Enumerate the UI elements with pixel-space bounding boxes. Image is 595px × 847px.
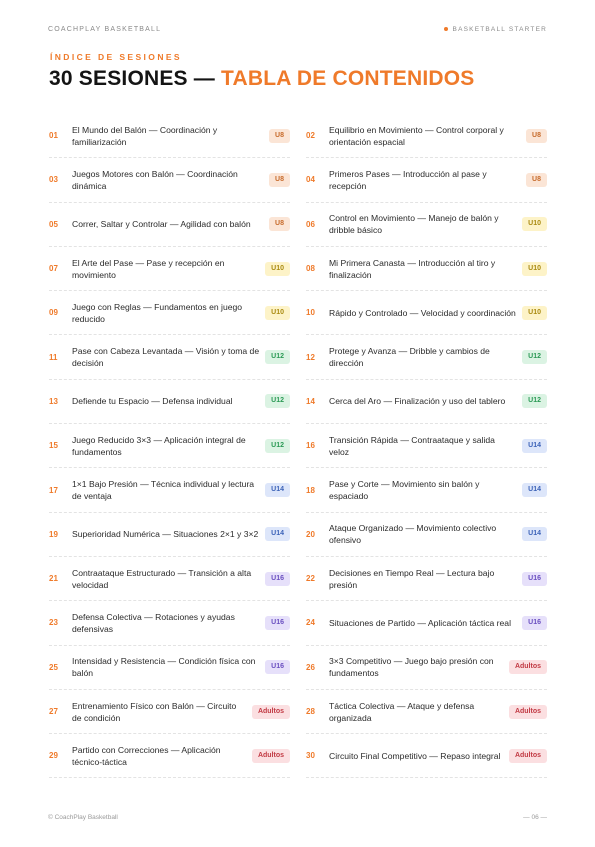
level-badge: Adultos — [252, 749, 290, 763]
session-title: Situaciones de Partido — Aplicación táctica real — [329, 617, 511, 628]
level-badge: U8 — [526, 129, 547, 143]
session-number: 02 — [306, 131, 315, 141]
level-badge: U10 — [522, 306, 547, 320]
session-number: 05 — [49, 219, 58, 229]
session-number: 24 — [306, 618, 315, 628]
toc-entry[interactable] — [49, 601, 290, 645]
level-badge: U8 — [269, 129, 290, 143]
session-title: Entrenamiento Físico con Balón — Circuito de condición — [72, 700, 237, 723]
page-header — [48, 22, 547, 36]
series-label — [444, 26, 547, 33]
session-number: 30 — [306, 751, 315, 761]
session-number: 06 — [306, 219, 315, 229]
toc-entry[interactable] — [306, 424, 547, 468]
session-title: Defiende tu Espacio — Defensa individual — [72, 396, 233, 407]
page-footer — [48, 814, 547, 821]
level-badge: U14 — [265, 527, 290, 541]
title-main: 30 SESIONES — — [49, 67, 215, 90]
session-number: 29 — [49, 751, 58, 761]
toc-entry[interactable] — [49, 734, 290, 778]
toc-entry[interactable] — [49, 646, 290, 690]
toc-entry[interactable] — [306, 601, 547, 645]
session-title: Superioridad Numérica — Situaciones 2×1 y 3×2 — [72, 529, 259, 540]
session-title: Decisiones en Tiempo Real — Lectura bajo presión — [329, 567, 495, 590]
toc-entry[interactable] — [306, 557, 547, 601]
session-title: Contraataque Estructurado — Transición a alta velocidad — [72, 567, 252, 590]
session-title: Protege y Avanza — Dribble y cambios de dirección — [329, 346, 490, 369]
footer-copyright: © CoachPlay Basketball — [48, 814, 118, 821]
session-title: Correr, Saltar y Controlar — Agilidad con balón — [72, 219, 251, 230]
session-number: 20 — [306, 529, 315, 539]
toc-entry[interactable] — [49, 557, 290, 601]
session-title: Mi Primera Canasta — Introducción al tiro y finalización — [329, 257, 496, 280]
toc-entry[interactable] — [306, 291, 547, 335]
level-badge: U10 — [265, 262, 290, 276]
level-badge: U8 — [526, 173, 547, 187]
title-accent: TABLA DE CONTENIDOS — [221, 67, 475, 90]
session-number: 11 — [49, 352, 58, 362]
session-title: Equilibrio en Movimiento — Control corporal y orientación espacial — [329, 124, 504, 147]
session-title: Rápido y Controlado — Velocidad y coordinación — [329, 307, 516, 318]
session-number: 23 — [49, 618, 58, 628]
level-badge: U10 — [522, 262, 547, 276]
level-badge: U10 — [522, 217, 547, 231]
toc-entry[interactable] — [306, 203, 547, 247]
session-number: 26 — [306, 662, 315, 672]
session-number: 27 — [49, 707, 58, 716]
session-title: El Mundo del Balón — Coordinación y familiarización — [72, 124, 218, 147]
session-number: 04 — [306, 175, 315, 185]
session-title: Intensidad y Resistencia — Condición física con balón — [72, 656, 256, 679]
series-text: BASKETBALL STARTER — [452, 25, 547, 33]
level-badge: Adultos — [509, 660, 547, 674]
toc-entry[interactable] — [49, 247, 290, 291]
session-number: 28 — [306, 707, 315, 716]
level-badge: U12 — [522, 394, 547, 408]
session-title: Ataque Organizado — Movimiento colectivo ofensivo — [329, 523, 497, 546]
level-badge: U12 — [522, 350, 547, 364]
session-title: Juego Reducido 3×3 — Aplicación integral de fundamentos — [72, 434, 246, 457]
toc-entry[interactable] — [49, 380, 290, 424]
session-number: 10 — [306, 308, 315, 318]
session-title: 1×1 Bajo Presión — Técnica individual y lectura de ventaja — [72, 479, 255, 502]
session-title: Juegos Motores con Balón — Coordinación dinámica — [72, 168, 238, 191]
toc-entry[interactable] — [306, 646, 547, 690]
level-badge: U14 — [265, 483, 290, 497]
page-number: — 06 — — [523, 814, 547, 821]
session-title: Defensa Colectiva — Rotaciones y ayudas defensivas — [72, 611, 235, 634]
level-badge: Adultos — [252, 705, 290, 719]
level-badge: U8 — [269, 173, 290, 187]
toc-entry[interactable] — [49, 468, 290, 512]
toc-entry[interactable] — [49, 690, 290, 734]
toc-entry[interactable] — [49, 114, 290, 158]
session-number: 15 — [49, 441, 58, 451]
toc-entry[interactable] — [306, 690, 547, 734]
level-badge: U8 — [269, 217, 290, 231]
session-number: 13 — [49, 396, 58, 406]
level-badge: Adultos — [509, 705, 547, 719]
session-title: Táctica Colectiva — Ataque y defensa organizada — [329, 700, 475, 723]
session-number: 25 — [49, 662, 58, 672]
session-title: Control en Movimiento — Manejo de balón y dribble básico — [329, 213, 499, 236]
toc-entry[interactable] — [306, 114, 547, 158]
toc-entry[interactable] — [306, 734, 547, 778]
toc-entry[interactable] — [49, 158, 290, 202]
level-badge: U10 — [265, 306, 290, 320]
session-number: 08 — [306, 264, 315, 274]
session-title: 3×3 Competitivo — Juego bajo presión con fundamentos — [329, 656, 494, 679]
level-badge: Adultos — [509, 749, 547, 763]
level-badge: U16 — [265, 616, 290, 630]
session-number: 09 — [49, 308, 58, 318]
level-badge: U16 — [522, 572, 547, 586]
page-title — [49, 67, 475, 91]
session-number: 17 — [49, 485, 58, 495]
session-number: 03 — [49, 175, 58, 185]
toc-entry[interactable] — [49, 203, 290, 247]
session-number: 01 — [49, 131, 58, 141]
session-title: Partido con Correcciones — Aplicación técnico-táctica — [72, 744, 221, 767]
session-number: 19 — [49, 529, 58, 539]
toc-entry[interactable] — [49, 335, 290, 379]
session-title: Transición Rápida — Contraataque y salida veloz — [329, 434, 495, 457]
toc-entry[interactable] — [306, 468, 547, 512]
toc-entry[interactable] — [306, 335, 547, 379]
bullet-dot-icon — [444, 27, 448, 31]
level-badge: U12 — [265, 350, 290, 364]
level-badge: U16 — [265, 660, 290, 674]
level-badge: U14 — [522, 439, 547, 453]
session-number: 12 — [306, 352, 315, 362]
toc-entry[interactable] — [49, 513, 290, 557]
toc-entry[interactable] — [306, 158, 547, 202]
session-number: 16 — [306, 441, 315, 451]
sessions-toc-grid — [49, 114, 547, 778]
session-title: Circuito Final Competitivo — Repaso integral — [329, 750, 501, 761]
session-number: 18 — [306, 485, 315, 495]
level-badge: U12 — [265, 439, 290, 453]
session-title: Cerca del Aro — Finalización y uso del tablero — [329, 396, 506, 407]
session-number: 14 — [306, 396, 315, 406]
session-number: 22 — [306, 574, 315, 584]
level-badge: U14 — [522, 527, 547, 541]
toc-entry[interactable] — [306, 247, 547, 291]
session-title: Juego con Reglas — Fundamentos en juego reducido — [72, 301, 243, 324]
session-title: Primeros Pases — Introducción al pase y recepción — [329, 168, 487, 191]
session-title: Pase y Corte — Movimiento sin balón y espaciado — [329, 479, 480, 502]
brand-name: COACHPLAY BASKETBALL — [48, 25, 162, 33]
session-title: El Arte del Pase — Pase y recepción en movimiento — [72, 257, 225, 280]
toc-entry[interactable] — [306, 513, 547, 557]
level-badge: U14 — [522, 483, 547, 497]
level-badge: U12 — [265, 394, 290, 408]
session-number: 07 — [49, 264, 58, 274]
session-number: 21 — [49, 574, 58, 584]
section-eyebrow: ÍNDICE DE SESIONES — [50, 52, 182, 62]
session-title: Pase con Cabeza Levantada — Visión y toma de decisión — [72, 346, 260, 369]
toc-entry[interactable] — [306, 380, 547, 424]
level-badge: U16 — [522, 616, 547, 630]
level-badge: U16 — [265, 572, 290, 586]
toc-entry[interactable] — [49, 424, 290, 468]
toc-entry[interactable] — [49, 291, 290, 335]
